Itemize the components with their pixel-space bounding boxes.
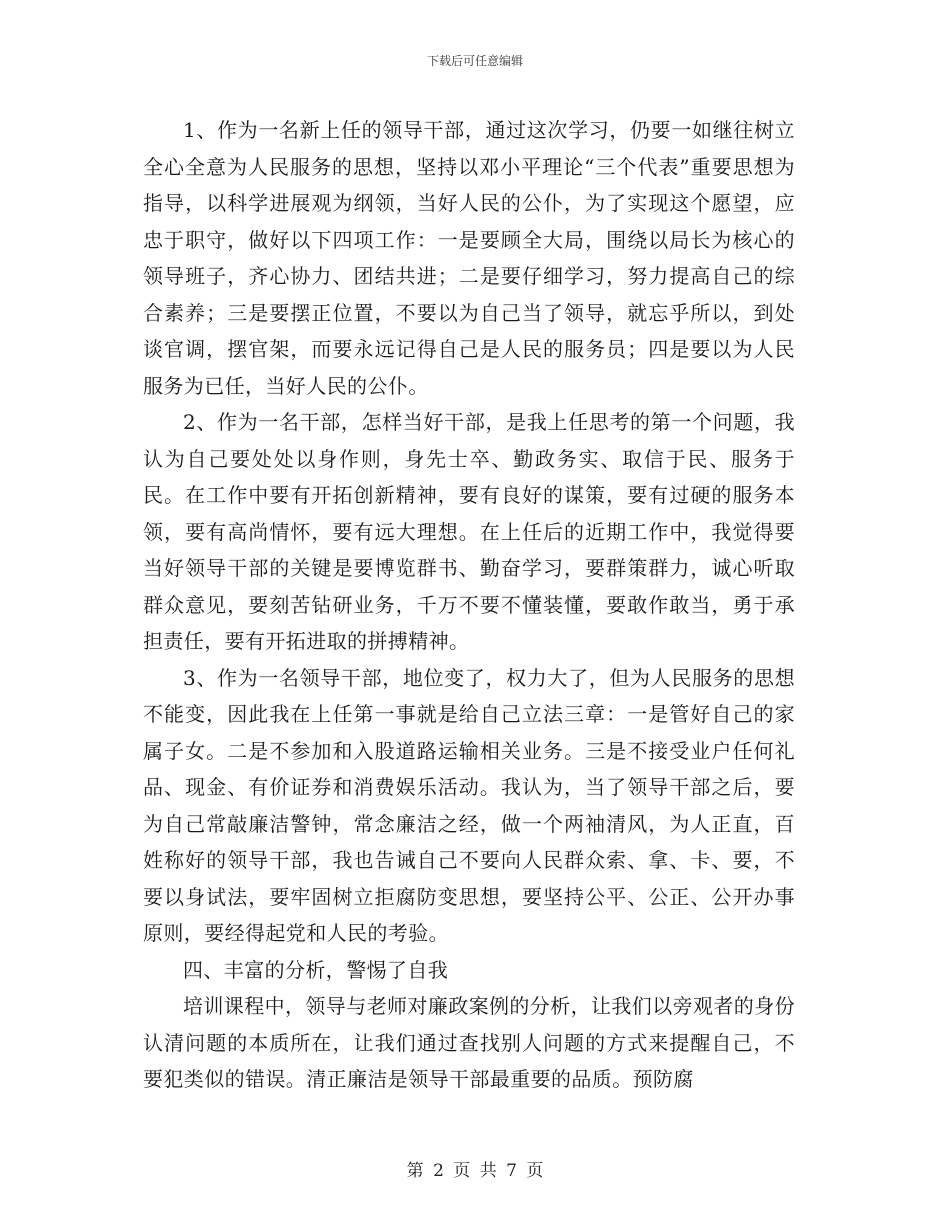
document-body <box>143 112 795 1098</box>
page-header: 下载后可任意编辑 <box>426 54 523 68</box>
paragraph-2: 2、作为一名干部，怎样当好干部，是我上任思考的第一个问题，我认为自己要处处以身作则，身先士卒、勤政务实、取信于民、服务于民。在工作中要有开拓创新精神，要有良好的谋策，要有过硬的服务本领，要有高尚情怀，要有远大理想。在上任后的近期工作中，我觉得要当好领导干部的关键是要博览群书、勤奋学习，要群策群力，诚心听取群众意见，要刻苦钻研业务，千万不要不懂装懂，要敢作敢当，勇于承担责任，要有开拓进取的拼搏精神。 <box>143 410 795 653</box>
page-footer: 第 2 页 共 7 页 <box>406 1161 544 1181</box>
section-heading: 四、丰富的分析，警惕了自我 <box>183 957 449 982</box>
paragraph-4: 培训课程中，领导与老师对廉政案例的分析，让我们以旁观者的身份认清问题的本质所在，让我们通过查找别人问题的方式来提醒自己，不要犯类似的错误。清正廉洁是领导干部最重要的品质。预防腐 <box>143 994 795 1091</box>
paragraph-3: 3、作为一名领导干部，地位变了，权力大了，但为人民服务的思想不能变，因此我在上任第一事就是给自己立法三章：一是管好自己的家属子女。二是不参加和入股道路运输相关业务。三是不接受业户任何礼品、现金、有价证券和消费娱乐活动。我认为，当了领导干部之后，要为自己常敲廉洁警钟，常念廉洁之经，做一个两袖清风，为人正直，百姓称好的领导干部，我也告诫自己不要向人民群众索、拿、卡、要，不要以身试法，要牢固树立拒腐防变思想，要坚持公平、公正、公开办事原则，要经得起党和人民的考验。 <box>143 665 795 945</box>
paragraph-1: 1、作为一名新上任的领导干部，通过这次学习，仍要一如继往树立全心全意为人民服务的思想，坚持以邓小平理论“三个代表”重要思想为指导，以科学进展观为纲领，当好人民的公仆，为了实现这个愿望，应忠于职守，做好以下四项工作：一是要顾全大局，围绕以局长为核心的领导班子，齐心协力、团结共进；二是要仔细学习，努力提高自己的综合素养；三是要摆正位置，不要以为自己当了领导，就忘乎所以，到处谈官调，摆官架，而要永远记得自己是人民的服务员；四是要以为人民服务为已任，当好人民的公仆。 <box>143 118 795 398</box>
